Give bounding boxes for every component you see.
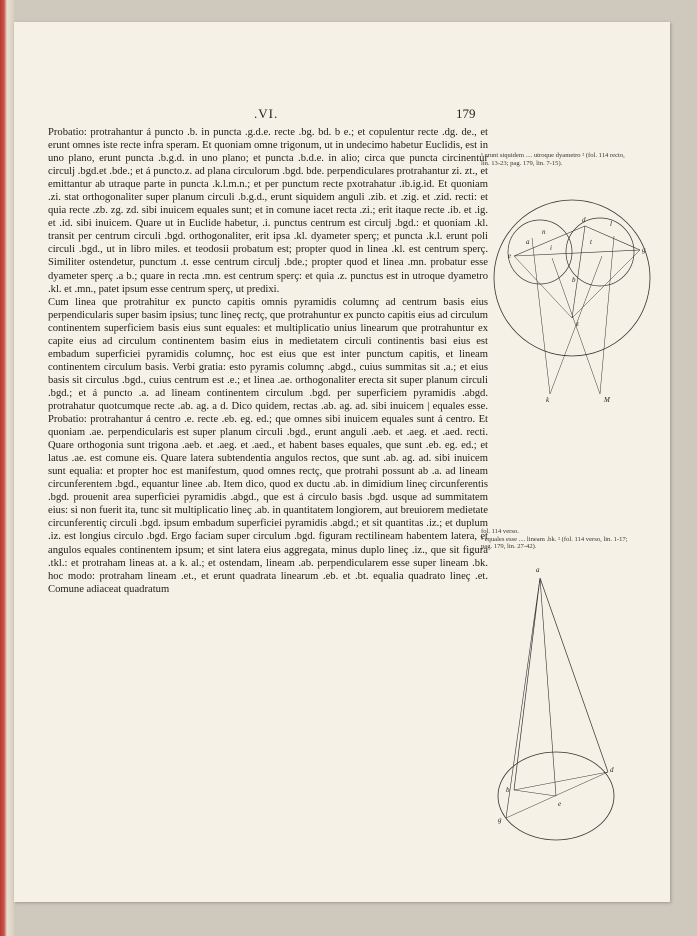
fig1-label-i: i	[550, 244, 552, 252]
fig2-label-a: a	[536, 566, 540, 574]
margin-note-2	[481, 528, 631, 551]
fig1-label-l: l	[610, 220, 612, 228]
fig2-label-b: b	[506, 786, 510, 794]
margin-note-2-text: ² equales esse .... lineam .bk. ² (fol. 114 verso, lin. 1-17; pag. 179, lin. 27-42).	[481, 535, 628, 551]
paragraph-cum-linea: Cum linea que protrahitur ex puncto capitis omnis pyramidis columnç ad centrum basis eius perpendicularis super basim ipsius; tunc lineç rectç, que protrahuntur ex puncto capitis eius ad circulum continentem superficiem basis eius sunt equales: et multiplicatio unius linearum que protrahuntur ex capite eius ad circulum continentem basim eius in medietatem circuli continentis basi eius est embadum superficiei pyramidis columnç, hoc est eius que est inter punctum capitis, et lineam continentem circulum basis. Verbi gratia: esto pyramis columnç .abgd., cuius summitas sit .a.; et eius basis sit circulus .bgd., cuius centrum est .e.; et linea .ae. orthogonaliter erecta sit super planum circuli .bgd.; et á puncto .a. ad lineam continentem circulum .bgd. per superficiem pyramidis .abgd. protrahatur quotcumque recte .ab. ag. a d. Dico quidem, rectas .ab. ag. ad. sibi inuicem | equales esse. Probatio: protrahantur á centro .e. recte .eb. eg. ed.; que omnes sibi inuicem equales sunt á centro. Et quoniam .ae. perpendicularis est super planum circuli .bgd., erunt anguli .aeb. et .aeg. et .aed. recti. Quare orthogonia sunt trigona .aeb. et .aeg. et .aed., et habent bases equales, que sunt .eb. eg. ed.; et latus .ae. est comune eis. Quare latera subtendentia angulos rectos, que sunt .ab. ag. ad. sibi inuicem sunt equalia: et propter hoc est manifestum, quod omnes rectç, que protrahi possunt ab .a. ad lineam circunferentem .bgd., equantur linee .ab. Item dico, quod ex ductu .ab. in dimidium lineç circunferentis .bgd. prouenit area superficiei pyramidis .abgd., que est á circulo basis .bgd. usque ad summitatem eius: si non fuerit ita, tunc sit multiplicatio lineç .ab. in quantitatem longiorem, aut breuiorem medietate circunferentiç circuli .bgd. ipsum embadum superficiei pyramidis .abgd.; et sit quantitas .iz.; et duplum .iz. est longius circulo .bgd. Ergo faciam super circulum .bgd. figuram rectilineam habentem latera, et angulos equales continentem ipsum; et sint latera eius aggregata, minus duplo lineç .iz., que sit figura .tkl.: et protraham lineas at. a k. al.; et ostendam, lineam .ab. perpendicularem esse super lineam .bk. hoc modo: protraham lineam .et., et erunt quadrata linearum .eb. et .bt. equalia quadrato lineç .et. Comune adiaceat quadratum	[48, 296, 488, 595]
fig1-label-z: z	[576, 320, 579, 328]
book-page	[14, 22, 670, 902]
section-number: .VI.	[254, 106, 279, 121]
fig1-label-a: a	[526, 238, 530, 246]
page-number: 179	[456, 106, 476, 121]
main-text-column	[48, 126, 488, 596]
book-binding-edge	[0, 0, 14, 936]
sphere-diagram-svg	[492, 198, 652, 408]
fig1-label-g: g	[642, 246, 646, 254]
fig2-label-g: g	[498, 816, 502, 824]
paragraph-probatio: Probatio: protrahantur á puncto .b. in puncta .g.d.e. recte .bg. bd. b e.; et copulentur recte .dg. de., et erunt omnes iste recte infra speram. Et quoniam omne trigonum, ut in undecimo habetur Euclidis, est in uno plano, erunt puncta .b.g.d. in uno plano; et puncta .b.d.e. in alio; circa que puncta circinentur circulj .bgd.et .bde.; et á puncto.z. ad plana circulorum .bgd. bde. perpendiculares protrahantur zi. zt., et emittantur ab utraque parte in puncta .k.l.m.n.; et per punctum recte pxotrahatur .ib.ig.id. Et quoniam .zi. stat orthogonaliter super planum circuli .b.g.d., erunt siquidem anguli .zib. et .zig. et .zid. recti: et quia recte .zb. zg. zd. sibi inuicem equales sunt; et in comune iacet recta .zi.; erit itaque recte .ib. et .ig. et .id. sibi inuicem. Quare ut in Euclide habetur, .i. punctus centrum est circulj .bgd.: et quoniam .kl. transit per centrum circuli .bgd. orthogonaliter, erit ipsa .kl. dyameter sperç; et puncta .k.l. erunt poli circuli .bgd., ut in libro miles. et teodosii probatum est; propter quod in linea .kl. est centrum sperç. Similiter ostendetur, punctum .t. esse centrum circulj .bde.; propter quod et linea .mn. probatur esse dyameter sperç .a b.; quare in recta .mn. est centrum sperç: et quia .z. punctus est in utroque dyametro .kl. et .mn., patet ipsum esse centrum sperç, ut predixi.	[48, 127, 488, 295]
fig1-label-m: M	[604, 396, 610, 404]
cone-diagram-svg	[484, 560, 634, 850]
fig1-label-k: k	[546, 396, 550, 404]
fig1-label-e: e	[508, 252, 512, 260]
margin-note-1: ¹ erunt siquidem .... utroque dyametro ² (fol. 114 recto, lin. 13-23; pag. 179, lin. 7-15).	[481, 152, 625, 167]
fig2-label-e: e	[558, 800, 562, 808]
folio-reference: fol. 114 verso.	[481, 528, 519, 535]
fig1-label-b: b	[572, 276, 576, 284]
fig2-label-d: d	[610, 766, 614, 774]
fig1-label-d: d	[582, 216, 586, 224]
fig1-label-n: n	[542, 228, 546, 236]
sphere-diagram	[492, 198, 652, 408]
page-header	[14, 106, 670, 120]
cone-diagram	[484, 560, 634, 850]
fig1-label-t: t	[590, 238, 592, 246]
